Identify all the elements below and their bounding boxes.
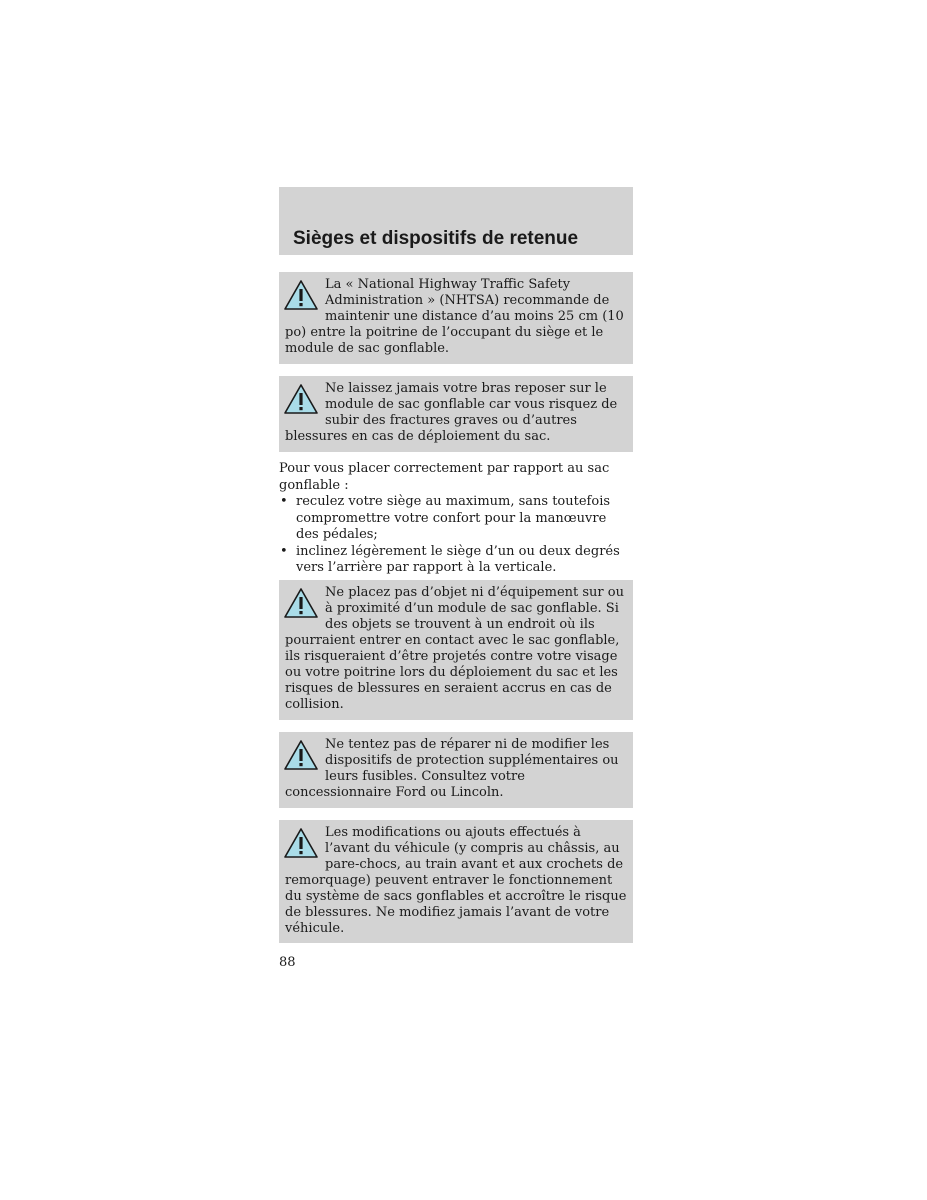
positioning-instructions bbox=[279, 461, 633, 577]
warning-box-modifications bbox=[279, 820, 633, 943]
warning-text: La « National Highway Traffic Safety Administration » (NHTSA) recommande de maintenir une distance d’au moins 25 cm (10 po) entre la poitrine de l’occupant du siège et le module de sac gonflable. bbox=[285, 277, 624, 356]
warning-triangle-icon bbox=[283, 587, 319, 619]
warning-box-nhtsa-distance bbox=[279, 272, 633, 364]
page-title: Sièges et dispositifs de retenue bbox=[293, 228, 579, 249]
section-header-band bbox=[279, 187, 633, 255]
warning-text: Les modifications ou ajouts effectués à l’avant du véhicule (y compris au châssis, au pare-chocs, au train avant et aux crochets de remorquage) peuvent entraver le fonctionnement du système de sacs gonflables et accroître le risque de blessures. Ne modifiez jamais l’avant de votre véhicule. bbox=[285, 825, 627, 936]
warning-box-objects bbox=[279, 580, 633, 720]
intro-text: Pour vous placer correctement par rapport au sac gonflable : bbox=[279, 461, 610, 493]
list-item bbox=[279, 544, 633, 577]
page-number: 88 bbox=[279, 955, 296, 970]
bullet-list bbox=[279, 494, 633, 577]
bullet-dot: • bbox=[280, 494, 288, 509]
warning-text: Ne tentez pas de réparer ni de modifier les dispositifs de protection supplémentaires ou leurs fusibles. Consultez votre concessionnaire Ford ou Lincoln. bbox=[285, 737, 619, 800]
warning-box-arm-rest bbox=[279, 376, 633, 452]
bullet-text: inclinez légèrement le siège d’un ou deux degrés vers l’arrière par rapport à la verticale. bbox=[296, 543, 620, 575]
warning-triangle-icon bbox=[283, 279, 319, 311]
warning-text: Ne laissez jamais votre bras reposer sur le module de sac gonflable car vous risquez de subir des fractures graves ou d’autres blessures en cas de déploiement du sac. bbox=[285, 381, 618, 444]
warning-triangle-icon bbox=[283, 383, 319, 415]
warning-text: Ne placez pas d’objet ni d’équipement sur ou à proximité d’un module de sac gonflable. Si des objets se trouvent à un endroit où ils pourraient entrer en contact avec le sac gonflable, ils risqueraient d’être projetés contre votre visage ou votre poitrine lors du déploiement du sac et les risques de blessures en seraient accrus en cas de collision. bbox=[285, 585, 624, 712]
warning-box-repair bbox=[279, 732, 633, 808]
bullet-text: reculez votre siège au maximum, sans toutefois compromettre votre confort pour la manœuvre des pédales; bbox=[296, 494, 611, 542]
list-item bbox=[279, 494, 633, 544]
warning-triangle-icon bbox=[283, 827, 319, 859]
bullet-dot: • bbox=[280, 543, 288, 559]
warning-triangle-icon bbox=[283, 739, 319, 771]
